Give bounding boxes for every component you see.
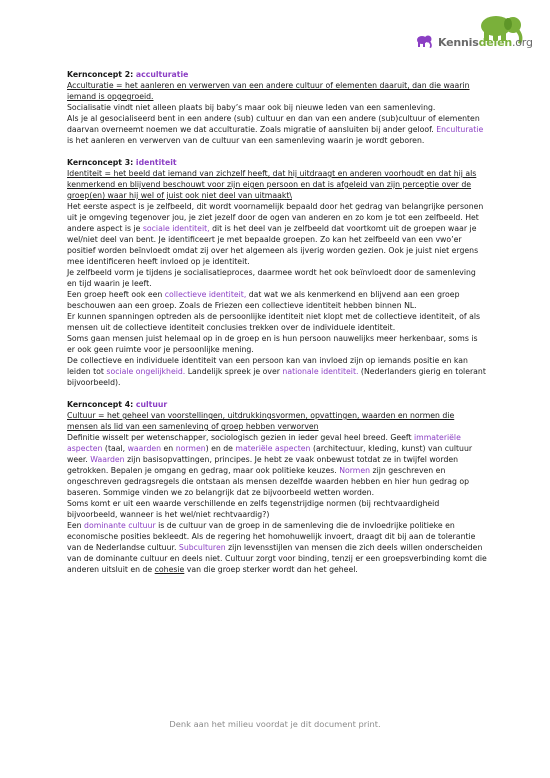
paragraph-text: ) en de <box>205 444 236 453</box>
highlighted-term: waarden <box>127 444 162 453</box>
section-title-label: Kernconcept 4: <box>67 400 134 409</box>
highlighted-term: dominante cultuur <box>84 521 156 530</box>
paragraph-text: Je zelfbeeld vorm je tijdens je socialisatieproces, daarmee wordt het ook beïnvloedt door de samenleving en tijd waarin je leeft. <box>67 268 476 288</box>
paragraph <box>67 355 487 388</box>
paragraph-text: (taal, <box>102 444 128 453</box>
paragraph-text: Een <box>67 521 85 530</box>
paragraph-text: is de cultuur van de groep in de samenleving die de invloedrijke politieke en economische posities bekleedt. Als de regering het homohuwelijk invoert, draagt dit bij aan de tolerantie van de Nederlandse cultuur. <box>67 521 476 552</box>
paragraph <box>67 113 487 146</box>
section-title-label: Kernconcept 3: <box>67 158 134 167</box>
paragraph-text: dit is het deel van je zelfbeeld dat voortkomt uit de groepen waar je wel/niet deel van bent. Je identificeert je met bepaalde groepen. Zo kan het zelfbeeld van een vwo’er positief worden beïnvloedt omdat zij over het algemeen als ijverig worden gezien. Ook je juist niet ergens mee identificeren heeft invloed op je identiteit. <box>67 224 479 266</box>
paragraph <box>67 520 487 575</box>
paragraph-text: Het eerste aspect is je zelfbeeld, dit wordt voornamelijk bepaald door het gedrag van belangrijke personen uit je omgeving tegenover jou, je ziet jezelf door de ogen van anderen en zo kom je tot een zelfbeeld. Het andere aspect is je <box>67 202 484 233</box>
paragraph-text: van die groep sterker wordt dan het geheel. <box>184 565 358 574</box>
section-title <box>67 69 487 80</box>
logo-part-org: .org <box>511 36 533 49</box>
highlighted-term: collectieve identiteit, <box>164 290 247 299</box>
logo-part-kennis: Kennis <box>438 36 479 49</box>
paragraph-text: en <box>161 444 176 453</box>
logo-wordmark <box>438 36 533 49</box>
paragraph-text: Definitie wisselt per wetenschapper, sociologisch gezien in ieder geval heel breed. Geeft <box>67 433 415 442</box>
definition-text: Acculturatie = het aanleren en verwerven van een andere cultuur of elementen daaruit, dan die waarin iemand is opgegroeid. <box>67 81 470 101</box>
definition-text: Cultuur = het geheel van voorstellingen, uitdrukkingsvormen, opvattingen, waarden en normen die mensen als lid van een samenleving of groep hebben verworven <box>67 411 455 431</box>
section-kernconcept <box>67 399 487 575</box>
highlighted-term: Waarden <box>90 455 125 464</box>
document-body <box>67 69 487 586</box>
highlighted-term: Enculturatie <box>436 125 484 134</box>
paragraph <box>67 432 487 498</box>
section-title-term: cultuur <box>135 400 168 409</box>
paragraph-text: Een groep heeft ook een <box>67 290 165 299</box>
paragraph-text: Soms gaan mensen juist helemaal op in de groep en is hun persoon nauwelijks meer herkenbaar, soms is er ook geen ruimte voor je persoonlijke mening. <box>67 334 478 354</box>
highlighted-term: Normen <box>339 466 371 475</box>
paragraph-text: Er kunnen spanningen optreden als de persoonlijke identiteit niet klopt met de collectieve identiteit, of als mensen uit de collectieve identiteit conclusies trekken over de individuele identiteit. <box>67 312 481 332</box>
highlighted-term: normen <box>175 444 206 453</box>
underlined-term: cohesie <box>154 565 185 574</box>
highlighted-term: nationale identiteit. <box>282 367 359 376</box>
section-title <box>67 157 487 168</box>
paragraph <box>67 201 487 267</box>
paragraph-text: (architectuur, kleding, kunst) van cultuur weer. <box>67 444 473 464</box>
highlighted-term: sociale identiteit, <box>142 224 210 233</box>
paragraph-text: Als je al gesocialiseerd bent in een andere (sub) cultuur en dan van een andere (sub)cultuur of elementen daarvan overneemt noemen we dat acculturatie. Zoals migratie of aansluiten bij ander geloof. <box>67 114 480 134</box>
paragraph <box>67 102 487 113</box>
section-kernconcept <box>67 157 487 388</box>
highlighted-term: Subculturen <box>178 543 226 552</box>
paragraph <box>67 267 487 289</box>
elephant-icon <box>414 14 534 56</box>
paragraph-text: zijn geschreven en ongeschreven gedragsregels die ontstaan als mensen dezelfde waarden hebben en hier hun gedrag op baseren. Sommige vinden we zo belangrijk dat ze bijvoorbeeld wetten worden. <box>67 466 470 497</box>
section-title <box>67 399 487 410</box>
footer-note: Denk aan het milieu voordat je dit document print. <box>169 719 381 729</box>
paragraph-text: is het aanleren en verwerven van de cultuur van een samenleving waarin je wordt geboren. <box>67 136 425 145</box>
highlighted-term: immateriële aspecten <box>67 433 461 453</box>
paragraph <box>67 311 487 333</box>
section-title-term: identiteit <box>135 158 177 167</box>
section-title-term: acculturatie <box>135 70 189 79</box>
paragraph-text: (Nederlanders gierig en tolerant bijvoorbeeld). <box>67 367 486 387</box>
section-title-label: Kernconcept 2: <box>67 70 134 79</box>
section-kernconcept <box>67 69 487 146</box>
paragraph-text: Landelijk spreek je over <box>185 367 283 376</box>
paragraph <box>67 498 487 520</box>
paragraph-text: De collectieve en individuele identiteit van een persoon kan van invloed zijn op iemands positie en kan leiden tot <box>67 356 468 376</box>
paragraph <box>67 333 487 355</box>
paragraph-text: Soms komt er uit een waarde verschillende en zelfs tegenstrijdige normen (bij rechtvaardigheid bijvoorbeeld, wanneer is het wel/niet rechtvaardig?) <box>67 499 440 519</box>
paragraph-text: zijn levensstijlen van mensen die zich deels willen onderscheiden van de dominante cultuur en deels niet. Cultuur zorgt voor binding, tenzij er een groepsverbinding komt die anderen uitsluit en de <box>67 543 487 574</box>
paragraph-text: Socialisatie vindt niet alleen plaats bij baby’s maar ook bij nieuwe leden van een samenleving. <box>67 103 436 112</box>
definition-text: Identiteit = het beeld dat iemand van zichzelf heeft, dat hij uitdraagt en anderen voorhoudt en dat hij als kenmerkend en blijvend beschouwt voor zijn eigen persoon en dat is afgeleid van zijn perceptie over de groep(en) waar hij wel of juist ook niet deel van uitmaakt\ <box>67 169 477 200</box>
paragraph-text: zijn basisopvattingen, principes. Je hebt ze vaak onbewust totdat ze in twijfel worden getrokken. Bepalen je omgang en gedrag, maar ook politieke keuzes. <box>67 455 459 475</box>
highlighted-term: materiële aspecten <box>235 444 311 453</box>
highlighted-term: sociale ongelijkheid. <box>106 367 186 376</box>
paragraph-text: dat wat we als kenmerkend en blijvend aan een groep beschouwen aan een groep. Zoals de Friezen een collectieve identiteit hebben binnen NL. <box>67 290 460 310</box>
logo-part-delen: delen <box>478 36 512 49</box>
paragraph <box>67 289 487 311</box>
kennisdelen-logo <box>414 14 534 56</box>
